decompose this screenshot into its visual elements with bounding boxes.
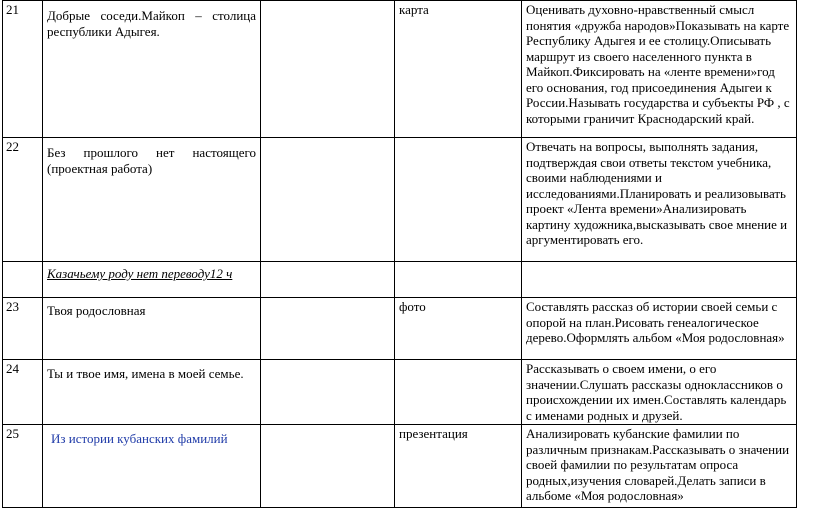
table-row bbox=[3, 360, 797, 425]
table-row bbox=[3, 298, 797, 360]
empty-cell bbox=[261, 425, 395, 508]
table-row bbox=[3, 425, 797, 508]
lesson-resource: презентация bbox=[395, 425, 522, 508]
lesson-activities: Составлять рассказ об истории своей семьи с опорой на план.Рисовать генеалогическое дерево.Оформлять альбом «Моя родословная» bbox=[522, 298, 797, 360]
lesson-title: Добрые соседи.Майкоп – столица республики Адыгея. bbox=[43, 1, 261, 138]
lesson-title: Без прошлого нет настоящего (проектная работа) bbox=[43, 138, 261, 262]
lesson-activities: Оценивать духовно-нравственный смысл понятия «дружба народов»Показывать на карте Республику Адыгея и ее столицу.Описывать маршрут из своего населенного пункта в Майкоп.Фиксировать на «ленте времени»год его основания, год присоединения Адыгеи к России.Называть государства и субъекты РФ , с которыми граничит Краснодарский край. bbox=[522, 1, 797, 138]
lesson-title-link[interactable]: Из истории кубанских фамилий bbox=[43, 425, 261, 508]
lesson-title: Ты и твое имя, имена в моей семье. bbox=[43, 360, 261, 425]
row-number: 24 bbox=[3, 360, 43, 425]
table-row bbox=[3, 138, 797, 262]
lesson-title: Твоя родословная bbox=[43, 298, 261, 360]
lesson-activities: Рассказывать о своем имени, о его значении.Слушать рассказы одноклассников о происхождении их имен.Составлять календарь с именами родных и друзей. bbox=[522, 360, 797, 425]
section-row bbox=[3, 262, 797, 298]
curriculum-table bbox=[2, 0, 797, 508]
section-heading: Казачьему роду нет переводу12 ч bbox=[43, 262, 261, 298]
lesson-activities: Отвечать на вопросы, выполнять задания, подтверждая свои ответы текстом учебника, своими наблюдениями и исследованиями.Планировать и реализовывать проект «Лента времени»Анализировать картину художника,высказывать свое мнение и аргументировать его. bbox=[522, 138, 797, 262]
row-number: 22 bbox=[3, 138, 43, 262]
row-number: 21 bbox=[3, 1, 43, 138]
empty-cell bbox=[395, 262, 522, 298]
empty-cell bbox=[261, 1, 395, 138]
empty-cell bbox=[261, 138, 395, 262]
empty-cell bbox=[261, 262, 395, 298]
empty-cell bbox=[3, 262, 43, 298]
lesson-resource bbox=[395, 360, 522, 425]
row-number: 23 bbox=[3, 298, 43, 360]
empty-cell bbox=[522, 262, 797, 298]
table-row bbox=[3, 1, 797, 138]
lesson-resource: фото bbox=[395, 298, 522, 360]
row-number: 25 bbox=[3, 425, 43, 508]
lesson-resource: карта bbox=[395, 1, 522, 138]
lesson-activities: Анализировать кубанские фамилии по различным признакам.Рассказывать о значении своей фамилии по результатам опроса родных,изучения словарей.Делать записи в альбоме «Моя родословная» bbox=[522, 425, 797, 508]
empty-cell bbox=[261, 298, 395, 360]
empty-cell bbox=[261, 360, 395, 425]
lesson-resource bbox=[395, 138, 522, 262]
